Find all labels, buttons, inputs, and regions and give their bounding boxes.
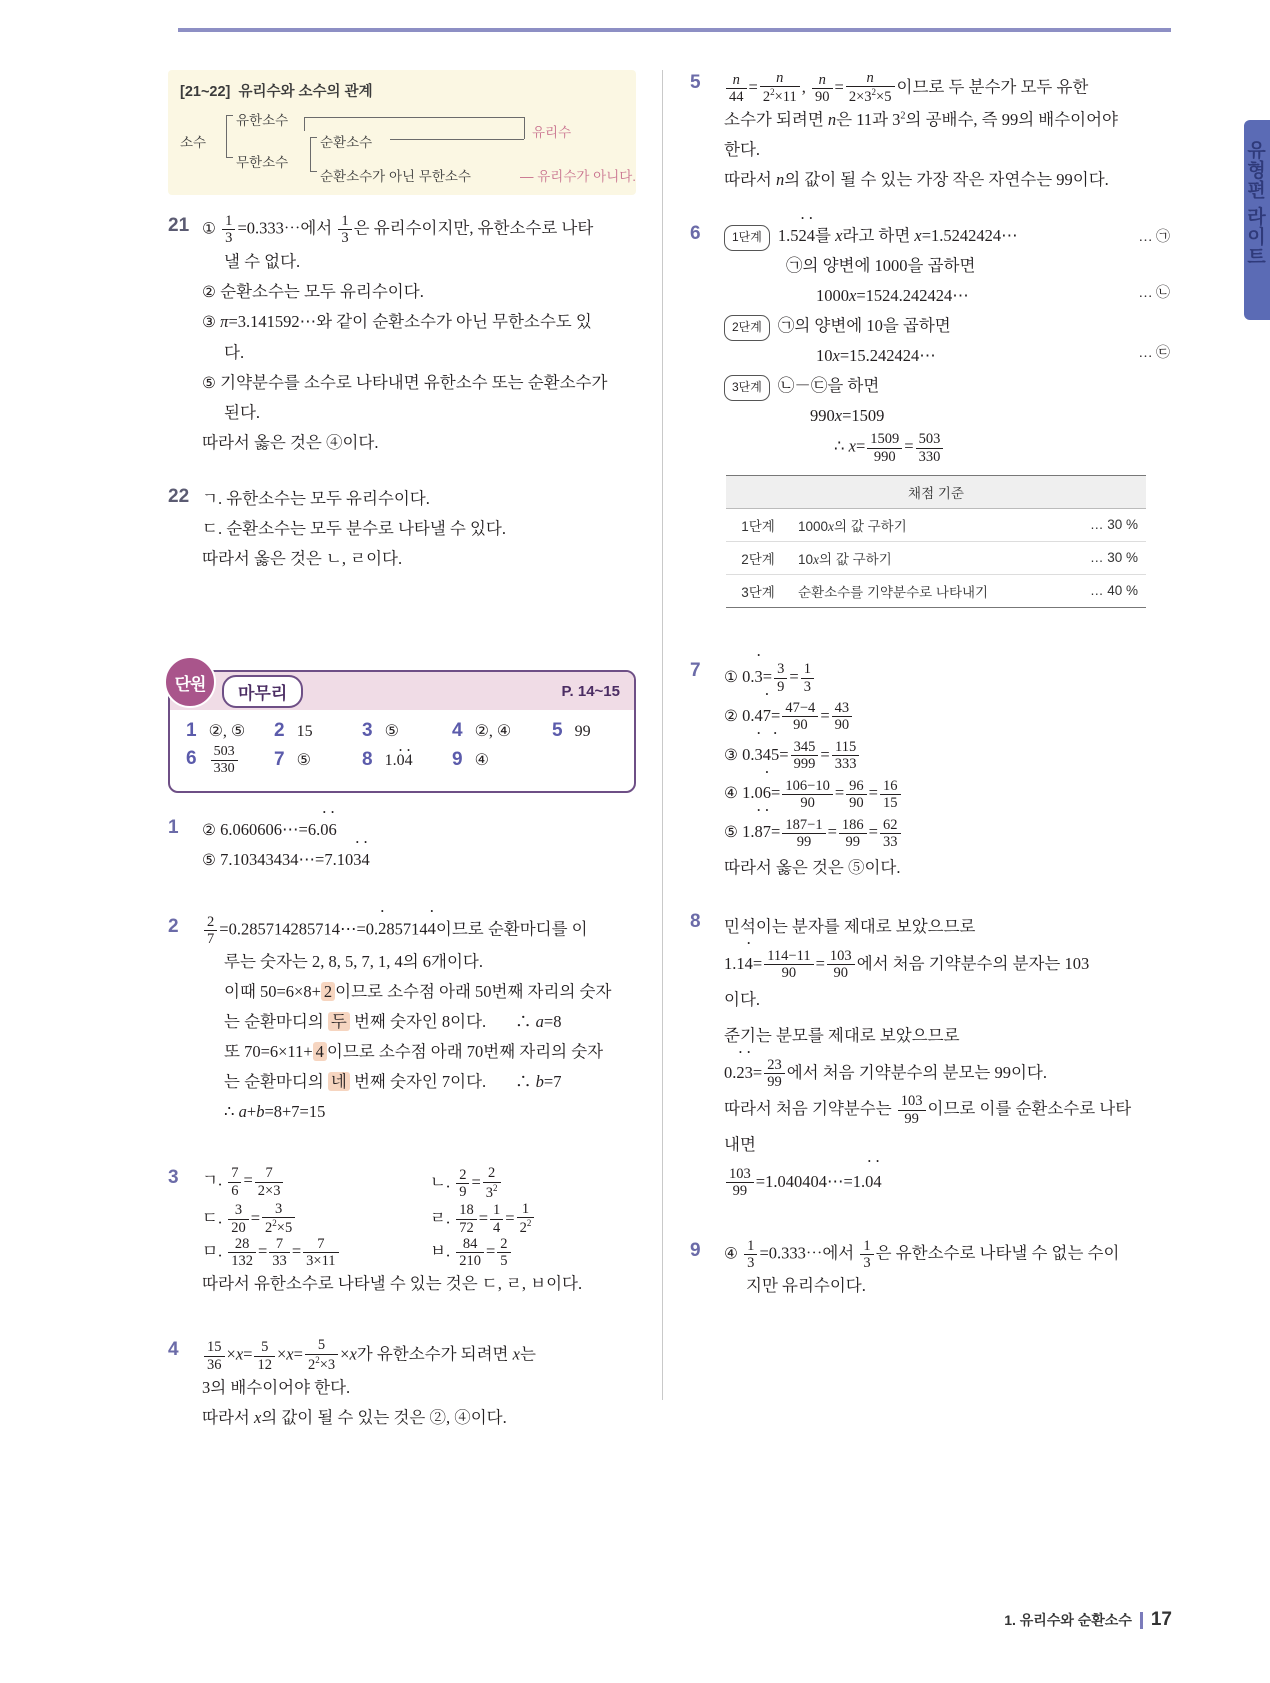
solution-1-body xyxy=(202,815,648,876)
line xyxy=(724,371,1170,401)
line: 따라서 n의 값이 될 수 있는 가장 작은 자연수는 99이다. xyxy=(724,170,1109,190)
tree-node-infinite: 무한소수 xyxy=(236,155,289,170)
line: ① $\frac{1}{3}$ =0.333⋯에서 $\frac{1}{3}$ 은 유리수이지만, 유한소수로 나타 xyxy=(202,213,594,247)
line: 지만 유리수이다. xyxy=(746,1276,866,1296)
answer-value: ⑤ xyxy=(296,752,311,770)
solution-7-number: 7 xyxy=(690,659,701,681)
line: 낼 수 없다. xyxy=(224,251,301,271)
step-1-mark: … ㉠ xyxy=(1138,230,1170,246)
answer-value: 15 xyxy=(296,723,313,741)
answer-value: ④ xyxy=(474,752,489,770)
solution-9-body xyxy=(724,1238,1170,1302)
solution-8-body xyxy=(724,909,1170,1199)
solution-6-number: 6 xyxy=(690,223,701,245)
step-1-text: 1.52 •4 •를 x라고 하면 x=1.5242424⋯ xyxy=(778,221,1018,251)
page-footer xyxy=(1004,1609,1172,1631)
line: ② 0.47 •= $\frac{47-4}{90}$ = $\frac{43}{90}$ xyxy=(724,697,1170,736)
line: $\frac{15}{36}$ ×x= $\frac{5}{12}$ ×x= $\frac{5}{2^2\times 3}$ ×x가 유한소수가 되려면 x는 xyxy=(202,1337,648,1372)
solution-3-body xyxy=(202,1165,648,1299)
line: ⑤ 1.8 •7 •= $\frac{187-1}{99}$ = $\frac{186}{99}$ = $\frac{62}{33}$ xyxy=(724,813,1170,852)
concept-tree xyxy=(180,109,637,184)
answer-item-8: 8 1.0 •4 • xyxy=(362,749,452,771)
problem-21-number: 21 xyxy=(168,215,190,236)
solution-4-body xyxy=(202,1337,648,1432)
table-cell-step: 1단계 xyxy=(726,508,790,541)
line: ∴ a+b=8+7=15 xyxy=(224,1102,326,1122)
step-2-equation: 10x=15.242424⋯ xyxy=(816,346,936,366)
solution-7-body xyxy=(724,658,1170,883)
solution-2-body xyxy=(202,914,648,1128)
line xyxy=(202,1236,648,1270)
line: 는 순환마디의 두 번째 숫자인 8이다. ∴ a=8 xyxy=(224,1012,562,1032)
line: ④ 1.06 •= $\frac{106-10}{90}$ = $\frac{96}{90}$ = $\frac{16}{15}$ xyxy=(724,774,1170,813)
footer-page-number: 17 xyxy=(1150,1609,1172,1630)
line: 1.14 •= $\frac{114-11}{90}$ = $\frac{103}{90}$ 에서 처음 기약분수의 분자는 103 xyxy=(724,946,1170,982)
answer-value: ②, ⑤ xyxy=(208,723,246,741)
line: 3의 배수이어야 한다. xyxy=(202,1377,351,1397)
table-cell-desc: 순환소수를 기약분수로 나타내기 xyxy=(790,574,1062,607)
line: $\frac{103}{99}$ =1.040404⋯=1.0 •4 • xyxy=(724,1164,1170,1200)
step-3-text: ㉡－㉢을 하면 xyxy=(777,376,880,396)
line: ∴ x= $\frac{1509}{990}$ = $\frac{503}{330}$ xyxy=(724,431,1170,465)
sol3-item-f: ㅂ. $\frac{84}{210}$ = $\frac{2}{5}$ xyxy=(430,1236,513,1270)
side-tab-label: 유형편 라이트 xyxy=(1244,140,1265,267)
line: 준기는 분모를 제대로 보았으므로 xyxy=(724,1026,960,1046)
problem-22-number: 22 xyxy=(168,486,190,508)
concept-range: [21~22] xyxy=(180,84,231,100)
answer-grid xyxy=(170,710,634,791)
column-divider xyxy=(662,70,663,1400)
line: 따라서 처음 기약분수는 $\frac{103}{99}$ 이므로 이를 순환소수로 나타 xyxy=(724,1093,1132,1127)
solution-2 xyxy=(168,914,648,1128)
answer-value: $\frac{503}{330}$ xyxy=(209,744,240,777)
tree-label-irrational: — 유리수가 아니다. xyxy=(520,169,637,184)
concept-box xyxy=(168,70,636,195)
line: ① 0.3 •= $\frac{3}{9}$ = $\frac{1}{3}$ xyxy=(724,658,1170,697)
highlight: 2 xyxy=(321,982,335,1001)
line xyxy=(724,281,1170,311)
scoring-table xyxy=(726,475,1146,608)
line: ㄱ. 유한소수는 모두 유리수이다. xyxy=(202,489,430,509)
line: 또 70=6×11+ 4 이므로 소수점 아래 70번째 자리의 숫자 xyxy=(224,1042,604,1062)
line: 내면 xyxy=(724,1135,756,1155)
line: 따라서 옳은 것은 ⑤이다. xyxy=(724,858,901,878)
line: ㄷ. 순환소수는 모두 분수로 나타낼 수 있다. xyxy=(202,519,506,539)
step-tag-3: 3단계 xyxy=(724,375,770,401)
step-tag-1: 1단계 xyxy=(724,225,770,251)
answer-value: ②, ④ xyxy=(474,723,512,741)
solution-6-body xyxy=(724,221,1170,465)
line: 한다. xyxy=(724,140,761,160)
tree-node-nonrepeating: 순환소수가 아닌 무한소수 xyxy=(320,169,471,184)
answer-value: 1.0 •4 • xyxy=(385,752,413,770)
answer-item-4: 4 ②, ④ xyxy=(452,720,512,742)
solution-6 xyxy=(690,221,1170,465)
answer-item-5: 5 99 xyxy=(552,720,591,742)
answer-item-1: 1 ②, ⑤ xyxy=(186,720,246,742)
solution-5-body xyxy=(724,70,1170,195)
line: 이다. xyxy=(724,990,761,1010)
unit-summary-header xyxy=(170,672,634,710)
table-cell-desc: 10x의 값 구하기 xyxy=(790,541,1062,574)
unit-badge: 단원 xyxy=(164,656,216,708)
table-row xyxy=(726,541,1146,574)
line: 따라서 유한소수로 나타낼 수 있는 것은 ㄷ, ㄹ, ㅂ이다. xyxy=(202,1274,583,1294)
table-cell-points: … 40 % xyxy=(1062,574,1146,607)
line: 루는 숫자는 2, 8, 5, 7, 1, 4의 6개이다. xyxy=(224,952,483,972)
unit-pill-label: 마무리 xyxy=(222,675,303,708)
solution-9 xyxy=(690,1238,1170,1302)
solution-3 xyxy=(168,1165,648,1299)
top-rule xyxy=(178,28,1171,32)
line: ⑤ 7.10343434⋯=7.103 •4 • xyxy=(202,845,648,876)
line xyxy=(202,1201,648,1236)
right-column xyxy=(690,70,1170,1305)
problem-21-body xyxy=(202,213,648,458)
solution-5 xyxy=(690,70,1170,195)
line xyxy=(724,221,1170,251)
answer-value: 99 xyxy=(574,723,591,741)
table-cell-desc: 1000x의 값 구하기 xyxy=(790,508,1062,541)
table-cell-points: … 30 % xyxy=(1062,541,1146,574)
sol3-item-a: ㄱ. $\frac{7}{6}$ = $\frac{7}{2\times 3}$ xyxy=(202,1165,430,1200)
line: ③ π=3.141592⋯와 같이 순환소수가 아닌 무한소수도 있 xyxy=(202,312,592,332)
line: 따라서 옳은 것은 ㄴ, ㄹ이다. xyxy=(202,549,403,569)
sol3-item-b: ㄴ. $\frac{2}{9}$ = $\frac{2}{3^2}$ xyxy=(430,1165,503,1200)
step-1-equation: 1000x=1524.242424⋯ xyxy=(816,286,969,306)
line: 990x=1509 xyxy=(810,406,885,426)
tree-node-finite: 유한소수 xyxy=(236,113,289,128)
footer-chapter-title: 1. 유리수와 순환소수 xyxy=(1004,1612,1132,1628)
solution-5-number: 5 xyxy=(690,72,701,93)
solution-2-number: 2 xyxy=(168,915,179,937)
line: ④ $\frac{1}{3}$ =0.333⋯에서 $\frac{1}{3}$ 은 유한소수로 나타낼 수 없는 수이 xyxy=(724,1237,1120,1272)
line: 민석이는 분자를 제대로 보았으므로 xyxy=(724,917,976,937)
answer-item-3: 3 ⑤ xyxy=(362,720,399,742)
table-row xyxy=(726,574,1146,607)
answer-item-9: 9 ④ xyxy=(452,749,489,771)
step-2-mark: … ㉢ xyxy=(1138,346,1170,362)
solution-8-number: 8 xyxy=(690,911,701,933)
tree-node-root: 소수 xyxy=(180,135,207,150)
left-column xyxy=(168,70,648,1437)
line: 소수가 되려면 n은 11과 $3^2$의 공배수, 즉 99의 배수이어야 xyxy=(724,110,1118,130)
answer-row xyxy=(186,744,634,777)
line: ③ 0.3 •45 •= $\frac{345}{999}$ = $\frac{115}{333}$ xyxy=(724,736,1170,775)
line xyxy=(724,341,1170,371)
sol3-item-e: ㅁ. $\frac{28}{132}$ = $\frac{7}{33}$ = $\frac{7}{3\times 11}$ xyxy=(202,1236,430,1270)
sol3-item-d: ㄹ. $\frac{18}{72}$ = $\frac{1}{4}$ = $\frac{1}{2^2}$ xyxy=(430,1201,536,1236)
footer-divider xyxy=(1140,1612,1143,1629)
problem-22 xyxy=(168,484,648,574)
solution-9-number: 9 xyxy=(690,1239,701,1261)
step-2-text: ㉠의 양변에 10을 곱하면 xyxy=(777,316,951,336)
line xyxy=(724,311,1170,341)
answer-item-7: 7 ⑤ xyxy=(274,749,311,771)
line: ② 6.060606⋯=6.0 •6 • xyxy=(202,815,648,846)
table-cell-points: … 30 % xyxy=(1062,508,1146,541)
line: 따라서 x의 값이 될 수 있는 것은 ②, ④이다. xyxy=(202,1407,507,1427)
solution-7 xyxy=(690,658,1170,883)
table-cell-step: 3단계 xyxy=(726,574,790,607)
solution-4-number: 4 xyxy=(168,1339,179,1361)
concept-title xyxy=(180,80,624,101)
concept-title-text: 유리수와 소수의 관계 xyxy=(238,84,373,100)
step-1-mark2: … ㉡ xyxy=(1138,286,1170,302)
answer-item-2: 2 15 xyxy=(274,720,313,742)
tree-label-rational: 유리수 xyxy=(532,125,572,140)
sol3-item-c: ㄷ. $\frac{3}{20}$ = $\frac{3}{2^2\times 5}$ xyxy=(202,1201,430,1236)
step-tag-2: 2단계 xyxy=(724,315,770,341)
table-header: 채점 기준 xyxy=(726,475,1146,508)
solution-4 xyxy=(168,1337,648,1432)
highlight: 두 xyxy=(328,1012,350,1031)
problem-21 xyxy=(168,213,648,458)
line: $\frac{n}{44}$ = $\frac{n}{2^2\times 11}$ , $\frac{n}{90}$ = $\frac{n}{2\times 3^2\times 5}$ 이므로 두 분수가 모두 유한 xyxy=(724,70,1170,105)
answer-row xyxy=(186,720,634,742)
line: 는 순환마디의 네 번째 숫자인 7이다. ∴ b=7 xyxy=(224,1072,562,1092)
answer-value: ⑤ xyxy=(384,723,399,741)
solution-1-number: 1 xyxy=(168,816,179,838)
tree-node-repeating: 순환소수 xyxy=(320,135,373,150)
highlight: 네 xyxy=(328,1072,350,1091)
highlight: 4 xyxy=(313,1042,327,1061)
answer-item-6: 6 $\frac{503}{330}$ xyxy=(186,744,274,777)
line xyxy=(202,1165,648,1200)
line: 0.2 •3 •= $\frac{23}{99}$ 에서 처음 기약분수의 분모는 99이다. xyxy=(724,1055,1170,1091)
solution-3-number: 3 xyxy=(168,1167,179,1189)
unit-page-range: P. 14~15 xyxy=(561,682,620,700)
line: ② 순환소수는 모두 유리수이다. xyxy=(202,281,424,301)
solution-1 xyxy=(168,815,648,876)
line: 따라서 옳은 것은 ④이다. xyxy=(202,433,379,453)
unit-summary-box xyxy=(168,670,636,793)
line: 이때 50=6×8+ 2 이므로 소수점 아래 50번째 자리의 숫자 xyxy=(224,982,612,1002)
solution-8 xyxy=(690,909,1170,1199)
problem-22-body xyxy=(202,484,648,574)
line: $\frac{2}{7}$ =0.285714285714⋯=0.2 •857144 •이므로 순환마디를 이 xyxy=(202,914,648,948)
line: 된다. xyxy=(224,403,261,423)
table-header-row xyxy=(726,475,1146,508)
line: 다. xyxy=(224,342,245,362)
table-row xyxy=(726,508,1146,541)
table-cell-step: 2단계 xyxy=(726,541,790,574)
line: ㉠의 양변에 1000을 곱하면 xyxy=(786,256,976,276)
line: ⑤ 기약분수를 소수로 나타내면 유한소수 또는 순환소수가 xyxy=(202,372,608,392)
